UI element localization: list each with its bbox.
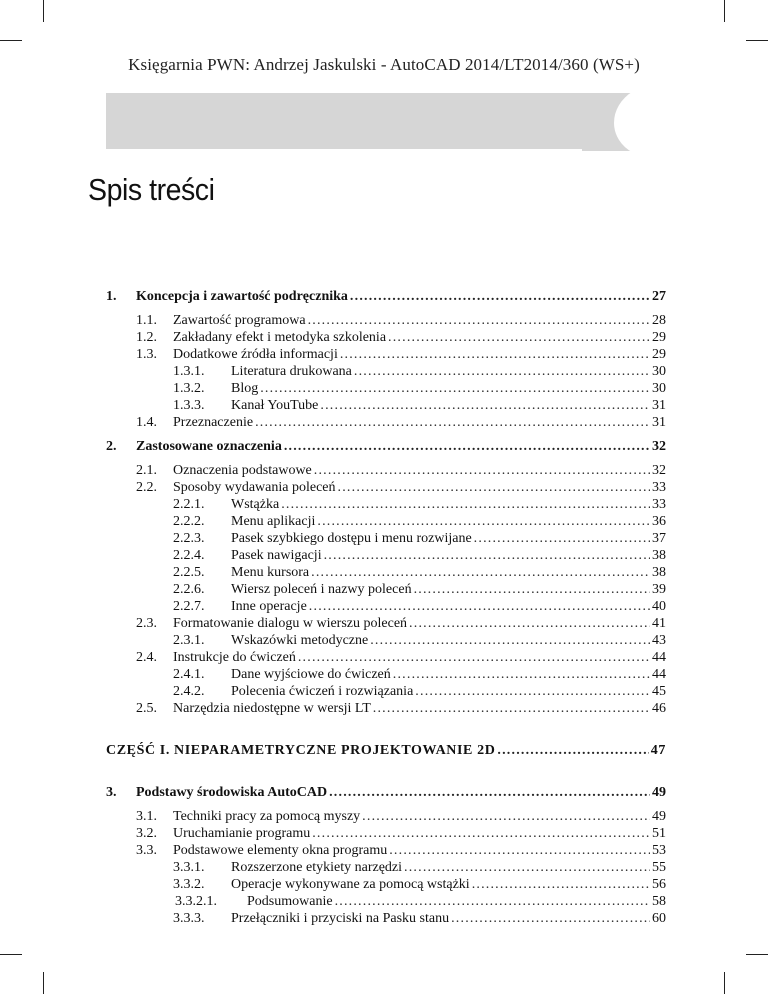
toc-entry-label: Formatowanie dialogu w wierszu poleceń bbox=[173, 616, 408, 631]
toc-entry-page: 38 bbox=[652, 565, 666, 580]
toc-leader-dots bbox=[354, 363, 650, 380]
toc-leader-dots bbox=[324, 547, 650, 564]
toc-entry[interactable] bbox=[173, 683, 666, 700]
toc-entry-page: 53 bbox=[652, 843, 666, 858]
toc-entry-label: Menu kursora bbox=[231, 565, 310, 580]
toc-entry-label: Zastosowane oznaczenia bbox=[136, 439, 282, 454]
toc-entry-number: 3.2. bbox=[136, 826, 157, 841]
toc-leader-dots bbox=[312, 825, 650, 842]
toc-leader-dots bbox=[474, 530, 650, 547]
toc-entry-number: 3.3.1. bbox=[173, 860, 205, 875]
toc-entry[interactable] bbox=[173, 496, 666, 513]
toc-entry[interactable] bbox=[173, 632, 666, 649]
toc-leader-dots bbox=[284, 438, 650, 455]
toc-entry-page: 33 bbox=[652, 497, 666, 512]
toc-entry[interactable] bbox=[106, 742, 666, 759]
toc-entry-number: 1.2. bbox=[136, 330, 157, 345]
toc-entry[interactable] bbox=[173, 397, 666, 414]
toc-entry-number: 2.3.1. bbox=[173, 633, 205, 648]
toc-entry-page: 32 bbox=[652, 439, 666, 454]
toc-leader-dots bbox=[311, 564, 650, 581]
toc-leader-dots bbox=[320, 397, 650, 414]
toc-entry-label: Oznaczenia podstawowe bbox=[173, 463, 312, 478]
toc-entry-number: 1.1. bbox=[136, 313, 157, 328]
toc-entry-page: 30 bbox=[652, 381, 666, 396]
toc-leader-dots bbox=[314, 462, 650, 479]
toc-entry-label: Wstążka bbox=[231, 497, 280, 512]
toc-entry-label: Zawartość programowa bbox=[173, 313, 306, 328]
toc-entry-number: 1.3.1. bbox=[173, 364, 205, 379]
toc-leader-dots bbox=[329, 784, 650, 801]
toc-entry-page: 47 bbox=[650, 743, 666, 758]
toc-entry-number: 2.2.1. bbox=[173, 497, 205, 512]
toc-entry-label: Przeznaczenie bbox=[173, 415, 254, 430]
toc-leader-dots bbox=[409, 615, 650, 632]
toc-entry[interactable] bbox=[173, 859, 666, 876]
toc-entry-label: Dodatkowe źródła informacji bbox=[173, 347, 338, 362]
toc-entry-page: 49 bbox=[652, 809, 666, 824]
toc-entry-label: Pasek szybkiego dostępu i menu rozwijane bbox=[231, 531, 472, 546]
toc-entry[interactable] bbox=[173, 530, 666, 547]
toc-entry-page: 46 bbox=[652, 701, 666, 716]
toc-leader-dots bbox=[308, 312, 650, 329]
toc-entry-label: Wiersz poleceń i nazwy poleceń bbox=[231, 582, 412, 597]
toc-leader-dots bbox=[414, 581, 650, 598]
toc-leader-dots bbox=[362, 808, 650, 825]
toc-entry-label: Podsumowanie bbox=[247, 894, 333, 909]
toc-entry-page: 38 bbox=[652, 548, 666, 563]
toc-entry-number: 2.1. bbox=[136, 463, 157, 478]
toc-leader-dots bbox=[255, 414, 650, 431]
toc-entry-page: 51 bbox=[652, 826, 666, 841]
page-title: Spis treści bbox=[88, 172, 215, 207]
toc-entry-label: Pasek nawigacji bbox=[231, 548, 322, 563]
toc-entry[interactable] bbox=[173, 363, 666, 380]
toc-leader-dots bbox=[338, 479, 650, 496]
toc-entry-label: Podstawy środowiska AutoCAD bbox=[136, 785, 328, 800]
toc-entry[interactable] bbox=[136, 700, 666, 717]
toc-entry-page: 36 bbox=[652, 514, 666, 529]
toc-entry-number: 1.4. bbox=[136, 415, 157, 430]
toc-entry-number: 2.5. bbox=[136, 701, 157, 716]
toc-leader-dots bbox=[388, 329, 650, 346]
toc-leader-dots bbox=[393, 666, 650, 683]
toc-entry-label: CZĘŚĆ I. NIEPARAMETRYCZNE PROJEKTOWANIE 2D bbox=[106, 743, 496, 758]
toc-entry-label: Literatura drukowana bbox=[231, 364, 352, 379]
toc-entry-label: Dane wyjściowe do ćwiczeń bbox=[231, 667, 391, 682]
toc-entry[interactable] bbox=[173, 581, 666, 598]
toc-leader-dots bbox=[451, 910, 650, 927]
toc-leader-dots bbox=[350, 288, 650, 305]
toc-entry[interactable] bbox=[136, 462, 666, 479]
toc-entry-number: 2.2.6. bbox=[173, 582, 205, 597]
toc-entry-label: Polecenia ćwiczeń i rozwiązania bbox=[231, 684, 414, 699]
toc-leader-dots bbox=[497, 742, 648, 759]
toc-entry[interactable] bbox=[136, 825, 666, 842]
toc-entry-page: 45 bbox=[652, 684, 666, 699]
toc-entry-number: 1.3.3. bbox=[173, 398, 205, 413]
toc-entry[interactable] bbox=[136, 414, 666, 431]
toc-entry[interactable] bbox=[175, 893, 666, 910]
toc-entry-number: 2.2.2. bbox=[173, 514, 205, 529]
toc-entry-number: 2.4.2. bbox=[173, 684, 205, 699]
toc-entry-label: Zakładany efekt i metodyka szkolenia bbox=[173, 330, 387, 345]
toc-entry-number: 3.3.2. bbox=[173, 877, 205, 892]
toc-entry-label: Operacje wykonywane za pomocą wstążki bbox=[231, 877, 470, 892]
toc-entry[interactable] bbox=[173, 876, 666, 893]
toc-entry-page: 44 bbox=[652, 667, 666, 682]
toc-leader-dots bbox=[309, 598, 650, 615]
toc-leader-dots bbox=[260, 380, 650, 397]
toc-leader-dots bbox=[404, 859, 650, 876]
toc-entry[interactable] bbox=[106, 784, 666, 801]
toc-entry-page: 43 bbox=[652, 633, 666, 648]
toc-entry-page: 55 bbox=[652, 860, 666, 875]
toc-entry-page: 44 bbox=[652, 650, 666, 665]
toc-entry[interactable] bbox=[136, 312, 666, 329]
toc-entry-label: Inne operacje bbox=[231, 599, 307, 614]
toc-entry-label: Narzędzia niedostępne w wersji LT bbox=[173, 701, 371, 716]
toc-entry[interactable] bbox=[173, 380, 666, 397]
toc-entry[interactable] bbox=[173, 666, 666, 683]
toc-entry-page: 30 bbox=[652, 364, 666, 379]
toc-entry-page: 49 bbox=[652, 785, 666, 800]
toc-entry[interactable] bbox=[136, 808, 666, 825]
toc-entry-number: 2. bbox=[106, 439, 117, 454]
toc-entry[interactable] bbox=[173, 547, 666, 564]
toc-entry-number: 3.3. bbox=[136, 843, 157, 858]
toc-leader-dots bbox=[298, 649, 650, 666]
toc-entry[interactable] bbox=[136, 479, 666, 496]
toc-entry-label: Rozszerzone etykiety narzędzi bbox=[231, 860, 403, 875]
toc-entry-label: Przełączniki i przyciski na Pasku stanu bbox=[231, 911, 450, 926]
toc-entry[interactable] bbox=[173, 910, 666, 927]
toc-entry-page: 40 bbox=[652, 599, 666, 614]
toc-leader-dots bbox=[281, 496, 650, 513]
toc-entry-label: Techniki pracy za pomocą myszy bbox=[173, 809, 361, 824]
toc-entry-number: 3.3.3. bbox=[173, 911, 205, 926]
toc-entry-page: 29 bbox=[652, 347, 666, 362]
toc-entry-number: 1. bbox=[106, 289, 117, 304]
toc-entry-page: 32 bbox=[652, 463, 666, 478]
toc-entry[interactable] bbox=[136, 649, 666, 666]
toc-entry-label: Podstawowe elementy okna programu bbox=[173, 843, 388, 858]
toc-entry-number: 2.2.4. bbox=[173, 548, 205, 563]
toc-leader-dots bbox=[335, 893, 650, 910]
toc-entry-number: 1.3.2. bbox=[173, 381, 205, 396]
toc-entry-page: 27 bbox=[652, 289, 666, 304]
toc-entry-page: 28 bbox=[652, 313, 666, 328]
toc-entry-number: 2.2.5. bbox=[173, 565, 205, 580]
toc-entry-page: 31 bbox=[652, 415, 666, 430]
toc-entry-number: 1.3. bbox=[136, 347, 157, 362]
toc-entry-label: Wskazówki metodyczne bbox=[231, 633, 369, 648]
toc-entry-number: 3.1. bbox=[136, 809, 157, 824]
toc-leader-dots bbox=[340, 346, 650, 363]
toc-entry-label: Menu aplikacji bbox=[231, 514, 316, 529]
toc-entry-page: 39 bbox=[652, 582, 666, 597]
toc-entry[interactable] bbox=[106, 288, 666, 305]
toc-leader-dots bbox=[317, 513, 650, 530]
toc-entry-label: Koncepcja i zawartość podręcznika bbox=[136, 289, 348, 304]
toc-entry[interactable] bbox=[136, 615, 666, 632]
toc-entry[interactable] bbox=[136, 329, 666, 346]
toc-entry-page: 58 bbox=[652, 894, 666, 909]
toc-entry-number: 2.2.7. bbox=[173, 599, 205, 614]
toc-entry-number: 2.3. bbox=[136, 616, 157, 631]
toc-entry-page: 37 bbox=[652, 531, 666, 546]
toc-entry-number: 2.2. bbox=[136, 480, 157, 495]
toc-entry[interactable] bbox=[173, 513, 666, 530]
toc-entry[interactable] bbox=[106, 438, 666, 455]
toc-leader-dots bbox=[370, 632, 650, 649]
toc-leader-dots bbox=[389, 842, 650, 859]
toc-entry[interactable] bbox=[136, 346, 666, 363]
toc-entry-label: Sposoby wydawania poleceń bbox=[173, 480, 336, 495]
toc-entry-page: 29 bbox=[652, 330, 666, 345]
toc-entry-page: 60 bbox=[652, 911, 666, 926]
toc-entry-page: 33 bbox=[652, 480, 666, 495]
toc-entry-number: 3. bbox=[106, 785, 117, 800]
toc-entry-number: 2.2.3. bbox=[173, 531, 205, 546]
toc-entry-label: Kanał YouTube bbox=[231, 398, 319, 413]
toc-leader-dots bbox=[415, 683, 650, 700]
toc-entry-label: Blog bbox=[231, 381, 259, 396]
toc-leader-dots bbox=[373, 700, 650, 717]
toc-entry[interactable] bbox=[136, 842, 666, 859]
toc-entry-number: 2.4. bbox=[136, 650, 157, 665]
toc-entry[interactable] bbox=[173, 598, 666, 615]
toc-entry-number: 3.3.2.1. bbox=[175, 894, 217, 909]
toc-entry-number: 2.4.1. bbox=[173, 667, 205, 682]
toc-entry[interactable] bbox=[173, 564, 666, 581]
toc-entry-page: 31 bbox=[652, 398, 666, 413]
page-header: Księgarnia PWN: Andrzej Jaskulski - AutoCAD 2014/LT2014/360 (WS+) bbox=[128, 55, 640, 74]
toc-entry-label: Uruchamianie programu bbox=[173, 826, 311, 841]
toc-entry-label: Instrukcje do ćwiczeń bbox=[173, 650, 296, 665]
toc-leader-dots bbox=[472, 876, 650, 893]
toc-entry-page: 41 bbox=[652, 616, 666, 631]
toc-entry-page: 56 bbox=[652, 877, 666, 892]
